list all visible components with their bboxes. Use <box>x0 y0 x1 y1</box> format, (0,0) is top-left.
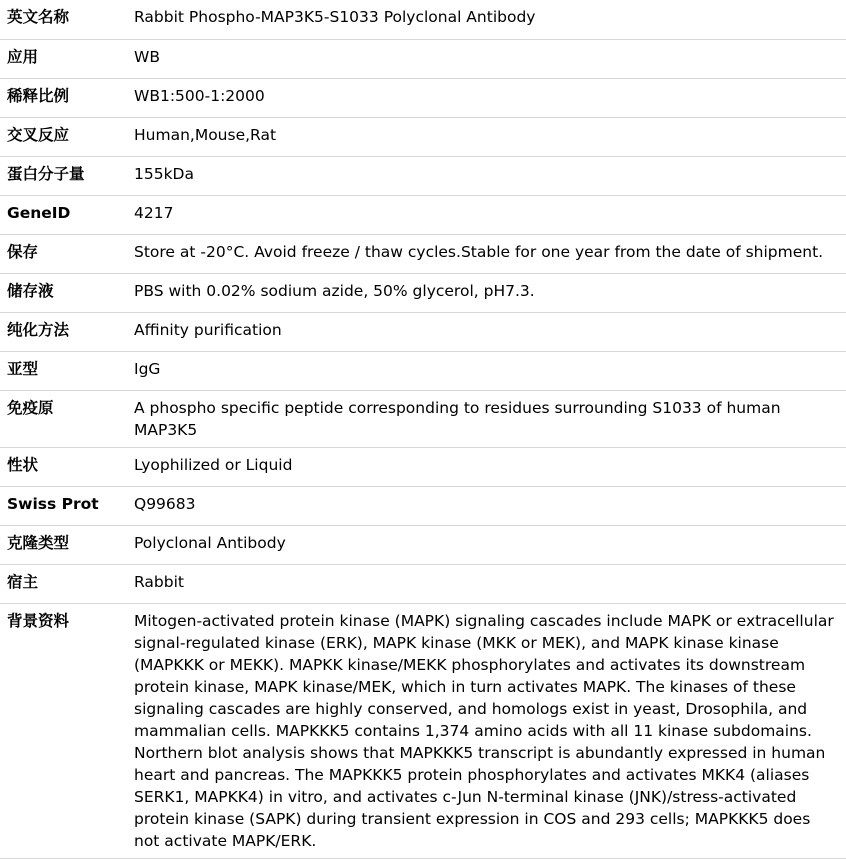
row-value: Q99683 <box>127 486 846 525</box>
spec-row-cross-reactivity <box>0 117 846 156</box>
row-value: A phospho specific peptide corresponding to residues surrounding S1033 of human MAP3K5 <box>127 390 846 447</box>
row-label: 英文名称 <box>0 0 127 39</box>
row-value: Rabbit <box>127 564 846 603</box>
row-value: WB <box>127 39 846 78</box>
row-value: Store at -20°C. Avoid freeze / thaw cycles.Stable for one year from the date of shipment. <box>127 234 846 273</box>
row-value: 155kDa <box>127 156 846 195</box>
row-label: 纯化方法 <box>0 312 127 351</box>
spec-row-immunogen <box>0 390 846 447</box>
row-label: 储存液 <box>0 273 127 312</box>
spec-row-english-name <box>0 0 846 39</box>
row-label: 应用 <box>0 39 127 78</box>
spec-row-clonality <box>0 525 846 564</box>
spec-row-isotype <box>0 351 846 390</box>
row-label: 克隆类型 <box>0 525 127 564</box>
row-label: 背景资料 <box>0 603 127 858</box>
spec-row-molecular-weight <box>0 156 846 195</box>
row-value: Human,Mouse,Rat <box>127 117 846 156</box>
row-value: Mitogen-activated protein kinase (MAPK) signaling cascades include MAPK or extracellular signal-regulated kinase (ERK), MAPK kinase (MKK or MEK), and MAPK kinase kinase (MAPKKK or MEKK). MAPKK kinase/MEKK phosphorylates and activates its downstream protein kinase, MAPK kinase/MEK, which in turn activates MAPK. The kinases of these signaling cascades are highly conserved, and homologs exist in yeast, Drosophila, and mammalian cells. MAPKKK5 contains 1,374 amino acids with all 11 kinase subdomains. Northern blot analysis shows that MAPKKK5 transcript is abundantly expressed in human heart and pancreas. The MAPKKK5 protein phosphorylates and activates MKK4 (aliases SERK1, MAPKK4) in vitro, and activates c-Jun N-terminal kinase (JNK)/stress-activated protein kinase (SAPK) during transient expression in COS and 293 cells; MAPKKK5 does not activate MAPK/ERK. <box>127 603 846 858</box>
spec-row-dilution <box>0 78 846 117</box>
row-value: PBS with 0.02% sodium azide, 50% glycerol, pH7.3. <box>127 273 846 312</box>
row-label: 蛋白分子量 <box>0 156 127 195</box>
spec-row-background <box>0 603 846 858</box>
row-value: Lyophilized or Liquid <box>127 447 846 486</box>
row-label: 亚型 <box>0 351 127 390</box>
row-value: WB1:500-1:2000 <box>127 78 846 117</box>
spec-row-host <box>0 564 846 603</box>
spec-row-form <box>0 447 846 486</box>
row-label: GeneID <box>0 195 127 234</box>
spec-row-storage <box>0 234 846 273</box>
row-value: Affinity purification <box>127 312 846 351</box>
row-value: 4217 <box>127 195 846 234</box>
spec-row-purification <box>0 312 846 351</box>
row-label: 免疫原 <box>0 390 127 447</box>
spec-row-swiss-prot <box>0 486 846 525</box>
row-value: IgG <box>127 351 846 390</box>
row-value: Polyclonal Antibody <box>127 525 846 564</box>
spec-row-application <box>0 39 846 78</box>
spec-row-gene-id <box>0 195 846 234</box>
row-value: Rabbit Phospho-MAP3K5-S1033 Polyclonal Antibody <box>127 0 846 39</box>
row-label: 稀释比例 <box>0 78 127 117</box>
row-label: 性状 <box>0 447 127 486</box>
row-label: 交叉反应 <box>0 117 127 156</box>
row-label: 宿主 <box>0 564 127 603</box>
row-label: Swiss Prot <box>0 486 127 525</box>
spec-row-storage-buffer <box>0 273 846 312</box>
row-label: 保存 <box>0 234 127 273</box>
